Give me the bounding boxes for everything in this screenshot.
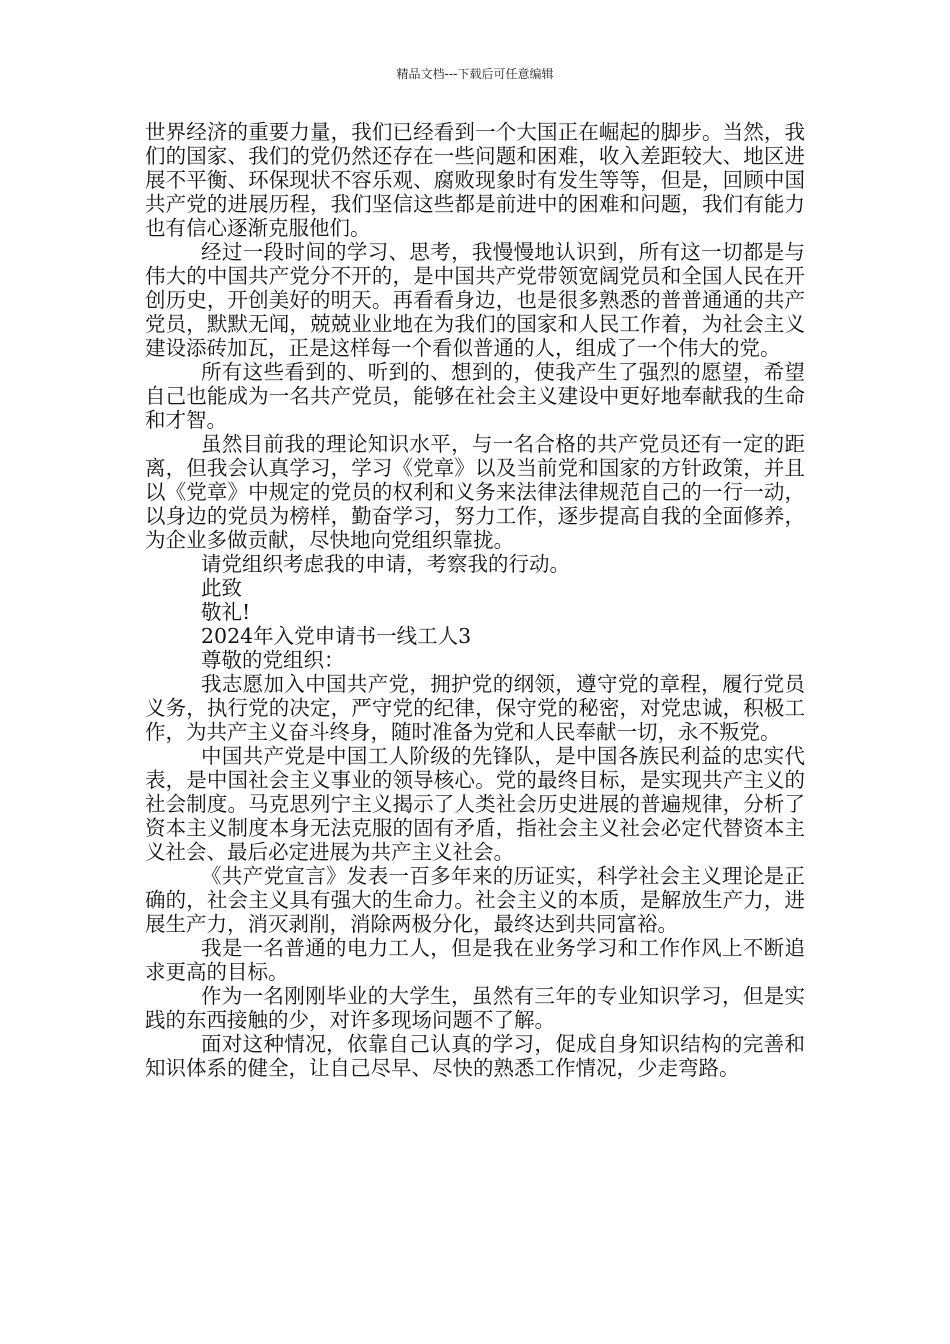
paragraph-1: 世界经济的重要力量，我们已经看到一个大国正在崛起的脚步。当然，我们的国家、我们的党仍然还存在一些问题和困难，收入差距较大、地区进展不平衡、环保现状不容乐观、腐败现象时有发生等等，但是，回顾中国共产党的进展历程，我们坚信这些都是前进中的困难和问题，我们有能力也有信心逐渐克服他们。	[145, 120, 805, 240]
page-header: 精品文档---下载后可任意编辑	[396, 67, 554, 81]
paragraph-7: 中国共产党是中国工人阶级的先锋队，是中国各族民利益的忠实代表，是中国社会主义事业的领导核心。党的最终目标，是实现共产主义的社会制度。马克思列宁主义揭示了人类社会历史进展的普遍规律，分析了资本主义制度本身无法克服的固有矛盾，指社会主义社会必定代替资本主义社会、最后必定进展为共产主义社会。	[145, 744, 805, 864]
document-body	[145, 120, 805, 1080]
paragraph-8: 《共产党宣言》发表一百多年来的历证实，科学社会主义理论是正确的，社会主义具有强大的生命力。社会主义的本质，是解放生产力，进展生产力，消灭剥削，消除两极分化，最终达到共同富裕。	[145, 864, 805, 936]
paragraph-11: 面对这种情况，依靠自己认真的学习，促成自身知识结构的完善和知识体系的健全，让自己尽早、尽快的熟悉工作情况，少走弯路。	[145, 1032, 805, 1080]
paragraph-5: 请党组织考虑我的申请，考察我的行动。	[201, 552, 570, 576]
paragraph-9: 我是一名普通的电力工人，但是我在业务学习和工作作风上不断追求更高的目标。	[145, 936, 805, 984]
greeting: 尊敬的党组织：	[201, 648, 345, 672]
paragraph-10: 作为一名刚刚毕业的大学生，虽然有三年的专业知识学习，但是实践的东西接触的少，对许多现场问题不了解。	[145, 984, 805, 1032]
paragraph-2: 经过一段时间的学习、思考，我慢慢地认识到，所有这一切都是与伟大的中国共产党分不开的，是中国共产党带领宽阔党员和全国人民在开创历史，开创美好的明天。再看看身边，也是很多熟悉的普普通通的共产党员，默默无闻，兢兢业业地在为我们的国家和人民工作着，为社会主义建设添砖加瓦，正是这样每一个看似普通的人，组成了一个伟大的党。	[145, 240, 805, 360]
paragraph-3: 所有这些看到的、听到的、想到的，使我产生了强烈的愿望，希望自己也能成为一名共产党员，能够在社会主义建设中更好地奉献我的生命和才智。	[145, 360, 805, 432]
salutation-regards: 敬礼!	[201, 600, 251, 624]
paragraph-4: 虽然目前我的理论知识水平，与一名合格的共产党员还有一定的距离，但我会认真学习，学习《党章》以及当前党和国家的方针政策，并且以《党章》中规定的党员的权利和义务来法律法律规范自己的一行一动，以身边的党员为榜样，勤奋学习，努力工作，逐步提高自我的全面修养，为企业多做贡献，尽快地向党组织靠拢。	[145, 432, 805, 552]
paragraph-6: 我志愿加入中国共产党，拥护党的纲领，遵守党的章程，履行党员义务，执行党的决定，严守党的纪律，保守党的秘密，对党忠诚，积极工作，为共产主义奋斗终身，随时准备为党和人民奉献一切，永不叛党。	[145, 672, 805, 744]
section-title: 2024年入党申请书一线工人3	[201, 624, 472, 648]
salutation-closing: 此致	[201, 576, 242, 600]
